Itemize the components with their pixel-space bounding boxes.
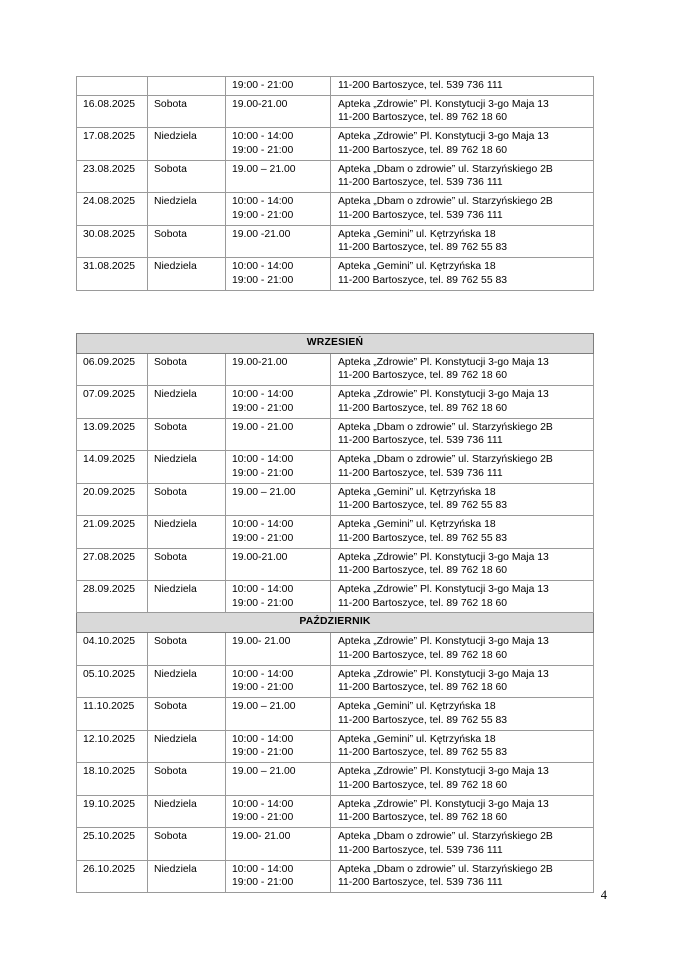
cell-time-line-1: 10:00 - 14:00 bbox=[232, 733, 294, 745]
cell-address bbox=[331, 548, 594, 580]
cell-address-line-2: 11-200 Bartoszyce, tel. 89 762 55 83 bbox=[338, 274, 508, 286]
cell-address bbox=[331, 160, 594, 192]
cell-date bbox=[77, 665, 148, 697]
cell-time bbox=[226, 730, 331, 762]
cell-date-line-1: 27.08.2025 bbox=[83, 551, 136, 563]
table-row bbox=[77, 418, 594, 450]
cell-day bbox=[148, 353, 226, 385]
cell-day-line-1: Niedziela bbox=[154, 584, 197, 596]
cell-date-line-1: 18.10.2025 bbox=[83, 766, 136, 778]
cell-address bbox=[331, 95, 594, 127]
cell-day bbox=[148, 516, 226, 548]
cell-day bbox=[148, 483, 226, 515]
cell-address bbox=[331, 386, 594, 418]
cell-time-line-2: 19:00 - 21:00 bbox=[232, 209, 294, 221]
cell-day-line-1: Niedziela bbox=[154, 863, 197, 875]
cell-time-line-2: 19:00 - 21:00 bbox=[232, 597, 294, 609]
cell-day bbox=[148, 698, 226, 730]
cell-address bbox=[331, 730, 594, 762]
cell-time-line-2: 19:00 - 21:00 bbox=[232, 812, 294, 824]
cell-address-line-2: 11-200 Bartoszyce, tel. 89 762 18 60 bbox=[338, 402, 508, 414]
cell-date bbox=[77, 633, 148, 665]
cell-time-line-1: 19.00- 21.00 bbox=[232, 831, 291, 843]
cell-time-line-1: 19.00 – 21.00 bbox=[232, 486, 296, 498]
cell-address bbox=[331, 828, 594, 860]
cell-address-line-1: Apteka „Gemini” ul. Kętrzyńska 18 bbox=[338, 701, 496, 713]
cell-date bbox=[77, 418, 148, 450]
cell-day bbox=[148, 763, 226, 795]
cell-day-line-1: Niedziela bbox=[154, 798, 197, 810]
cell-time-line-1: 10:00 - 14:00 bbox=[232, 863, 294, 875]
cell-address-line-2: 11-200 Bartoszyce, tel. 89 762 55 83 bbox=[338, 714, 508, 726]
cell-time bbox=[226, 633, 331, 665]
cell-address-line-1: Apteka „Zdrowie” Pl. Konstytucji 3-go Maja 13 bbox=[338, 584, 549, 596]
cell-date bbox=[77, 516, 148, 548]
cell-address bbox=[331, 665, 594, 697]
cell-date-line-1: 31.08.2025 bbox=[83, 261, 136, 273]
cell-address-line-1: Apteka „Dbam o zdrowie” ul. Starzyńskiego 2B bbox=[338, 163, 553, 175]
cell-address-line-1: Apteka „Gemini” ul. Kętrzyńska 18 bbox=[338, 519, 496, 531]
cell-day bbox=[148, 225, 226, 257]
cell-time bbox=[226, 451, 331, 483]
cell-address-line-2: 11-200 Bartoszyce, tel. 89 762 55 83 bbox=[338, 532, 508, 544]
cell-date bbox=[77, 698, 148, 730]
cell-time bbox=[226, 483, 331, 515]
cell-date-line-1: 21.09.2025 bbox=[83, 519, 136, 531]
cell-day bbox=[148, 581, 226, 613]
cell-address-line-2: 11-200 Bartoszyce, tel. 539 736 111 bbox=[338, 467, 503, 479]
cell-address-line-1: Apteka „Zdrowie” Pl. Konstytucji 3-go Maja 13 bbox=[338, 389, 549, 401]
cell-address-line-2: 11-200 Bartoszyce, tel. 89 762 55 83 bbox=[338, 500, 508, 512]
cell-date bbox=[77, 763, 148, 795]
cell-address-line-1: Apteka „Zdrowie” Pl. Konstytucji 3-go Maja 13 bbox=[338, 798, 549, 810]
cell-date-line-1: 05.10.2025 bbox=[83, 668, 136, 680]
cell-address-line-2: 11-200 Bartoszyce, tel. 539 736 111 bbox=[338, 177, 503, 189]
cell-time-line-1: 10:00 - 14:00 bbox=[232, 798, 294, 810]
cell-time bbox=[226, 95, 331, 127]
cell-address bbox=[331, 128, 594, 160]
cell-date bbox=[77, 860, 148, 892]
cell-date-line-1: 23.08.2025 bbox=[83, 163, 136, 175]
cell-day bbox=[148, 95, 226, 127]
cell-time bbox=[226, 128, 331, 160]
cell-time-line-1: 10:00 - 14:00 bbox=[232, 668, 294, 680]
cell-date-line-1: 14.09.2025 bbox=[83, 454, 136, 466]
cell-address-line-1: Apteka „Gemini” ul. Kętrzyńska 18 bbox=[338, 486, 496, 498]
cell-day-line-1: Sobota bbox=[154, 636, 187, 648]
table-row bbox=[77, 386, 594, 418]
cell-address bbox=[331, 516, 594, 548]
cell-time-line-2: 19:00 - 21:00 bbox=[232, 402, 294, 414]
cell-time bbox=[226, 386, 331, 418]
cell-time-line-1: 19.00-21.00 bbox=[232, 551, 288, 563]
table-row bbox=[77, 160, 594, 192]
cell-date-line-1: 11.10.2025 bbox=[83, 701, 135, 713]
cell-date-line-1: 24.08.2025 bbox=[83, 196, 136, 208]
cell-day bbox=[148, 548, 226, 580]
cell-day-line-1: Sobota bbox=[154, 228, 187, 240]
cell-address-line-2: 11-200 Bartoszyce, tel. 89 762 18 60 bbox=[338, 779, 508, 791]
cell-date-line-1: 07.09.2025 bbox=[83, 389, 136, 401]
cell-date-line-1: 17.08.2025 bbox=[83, 131, 136, 143]
table-row bbox=[77, 483, 594, 515]
cell-address-line-1: Apteka „Dbam o zdrowie” ul. Starzyńskiego 2B bbox=[338, 196, 553, 208]
cell-date bbox=[77, 193, 148, 225]
cell-date-line-1: 04.10.2025 bbox=[83, 636, 136, 648]
cell-time bbox=[226, 795, 331, 827]
cell-address-line-1: Apteka „Dbam o zdrowie” ul. Starzyńskiego 2B bbox=[338, 831, 553, 843]
cell-day-line-1: Sobota bbox=[154, 766, 187, 778]
cell-date bbox=[77, 581, 148, 613]
cell-address bbox=[331, 225, 594, 257]
cell-day bbox=[148, 193, 226, 225]
table-row bbox=[77, 193, 594, 225]
month-header-row bbox=[77, 613, 594, 633]
cell-day-line-1: Sobota bbox=[154, 356, 187, 368]
cell-date bbox=[77, 828, 148, 860]
cell-day-line-1: Niedziela bbox=[154, 519, 197, 531]
cell-date bbox=[77, 483, 148, 515]
cell-date bbox=[77, 128, 148, 160]
cell-address-line-1: Apteka „Zdrowie” Pl. Konstytucji 3-go Maja 13 bbox=[338, 668, 549, 680]
cell-address-line-2: 11-200 Bartoszyce, tel. 89 762 18 60 bbox=[338, 597, 508, 609]
cell-time bbox=[226, 860, 331, 892]
cell-address-line-2: 11-200 Bartoszyce, tel. 89 762 55 83 bbox=[338, 747, 508, 759]
cell-day bbox=[148, 386, 226, 418]
cell-time-line-1: 19.00 – 21.00 bbox=[232, 766, 296, 778]
cell-time bbox=[226, 77, 331, 96]
month-header-label: PAŹDZIERNIK bbox=[77, 613, 594, 633]
cell-time-line-2: 19:00 - 21:00 bbox=[232, 877, 294, 889]
cell-day bbox=[148, 633, 226, 665]
table-row bbox=[77, 698, 594, 730]
cell-time-line-1: 19.00 -21.00 bbox=[232, 228, 291, 240]
cell-time-line-1: 19.00-21.00 bbox=[232, 98, 288, 110]
table-body-august bbox=[77, 77, 594, 291]
cell-address bbox=[331, 795, 594, 827]
cell-time bbox=[226, 763, 331, 795]
cell-day bbox=[148, 77, 226, 96]
cell-day-line-1: Sobota bbox=[154, 421, 187, 433]
cell-date-line-1: 28.09.2025 bbox=[83, 584, 136, 596]
table-row bbox=[77, 258, 594, 290]
cell-day bbox=[148, 258, 226, 290]
cell-time bbox=[226, 225, 331, 257]
cell-time-line-2: 19:00 - 21:00 bbox=[232, 682, 294, 694]
cell-day bbox=[148, 730, 226, 762]
cell-time-line-2: 19:00 - 21:00 bbox=[232, 467, 294, 479]
cell-address bbox=[331, 353, 594, 385]
month-header-label: WRZESIEŃ bbox=[77, 334, 594, 354]
cell-address-line-2: 11-200 Bartoszyce, tel. 539 736 111 bbox=[338, 435, 503, 447]
cell-address-line-1: Apteka „Dbam o zdrowie” ul. Starzyńskiego 2B bbox=[338, 421, 553, 433]
table-row bbox=[77, 665, 594, 697]
cell-address-line-2: 11-200 Bartoszyce, tel. 89 762 55 83 bbox=[338, 242, 508, 254]
cell-address bbox=[331, 258, 594, 290]
cell-address bbox=[331, 763, 594, 795]
cell-date bbox=[77, 548, 148, 580]
cell-time bbox=[226, 353, 331, 385]
cell-day-line-1: Sobota bbox=[154, 551, 187, 563]
table-row bbox=[77, 548, 594, 580]
cell-date bbox=[77, 730, 148, 762]
cell-address-line-2: 11-200 Bartoszyce, tel. 89 762 18 60 bbox=[338, 682, 508, 694]
cell-date bbox=[77, 77, 148, 96]
cell-day bbox=[148, 860, 226, 892]
cell-address-line-1: Apteka „Zdrowie” Pl. Konstytucji 3-go Maja 13 bbox=[338, 356, 549, 368]
cell-time bbox=[226, 418, 331, 450]
cell-address-line-2: 11-200 Bartoszyce, tel. 539 736 111 bbox=[338, 844, 503, 856]
pharmacy-duty-table-autumn bbox=[76, 333, 594, 893]
cell-address bbox=[331, 698, 594, 730]
cell-address bbox=[331, 860, 594, 892]
cell-address bbox=[331, 483, 594, 515]
cell-time bbox=[226, 665, 331, 697]
cell-address-line-1: Apteka „Gemini” ul. Kętrzyńska 18 bbox=[338, 733, 496, 745]
cell-day bbox=[148, 418, 226, 450]
cell-time-line-1: 10:00 - 14:00 bbox=[232, 519, 294, 531]
cell-time-line-2: 19:00 - 21:00 bbox=[232, 274, 294, 286]
table-row bbox=[77, 95, 594, 127]
cell-date bbox=[77, 451, 148, 483]
cell-address-line-1: Apteka „Gemini” ul. Kętrzyńska 18 bbox=[338, 261, 496, 273]
cell-address-line-1: Apteka „Gemini” ul. Kętrzyńska 18 bbox=[338, 228, 496, 240]
cell-day bbox=[148, 128, 226, 160]
cell-address-line-1: Apteka „Dbam o zdrowie” ul. Starzyńskiego 2B bbox=[338, 863, 553, 875]
cell-date bbox=[77, 386, 148, 418]
cell-day-line-1: Niedziela bbox=[154, 261, 197, 273]
cell-address-line-1: Apteka „Zdrowie” Pl. Konstytucji 3-go Maja 13 bbox=[338, 636, 549, 648]
cell-time-line-1: 10:00 - 14:00 bbox=[232, 389, 294, 401]
cell-time bbox=[226, 258, 331, 290]
page-number: 4 bbox=[600, 888, 607, 902]
cell-address-line-2: 11-200 Bartoszyce, tel. 89 762 18 60 bbox=[338, 144, 508, 156]
cell-address-line-1: Apteka „Zdrowie” Pl. Konstytucji 3-go Maja 13 bbox=[338, 766, 549, 778]
pharmacy-duty-table-august bbox=[76, 76, 594, 291]
cell-time bbox=[226, 828, 331, 860]
cell-date-line-1: 30.08.2025 bbox=[83, 228, 136, 240]
cell-date-line-1: 12.10.2025 bbox=[83, 733, 136, 745]
cell-date bbox=[77, 795, 148, 827]
cell-time-line-2: 19:00 - 21:00 bbox=[232, 532, 294, 544]
cell-time-line-1: 10:00 - 14:00 bbox=[232, 261, 294, 273]
table-row bbox=[77, 128, 594, 160]
cell-time-line-1: 19:00 - 21:00 bbox=[232, 80, 294, 91]
cell-address-line-2: 11-200 Bartoszyce, tel. 89 762 18 60 bbox=[338, 812, 508, 824]
cell-time bbox=[226, 548, 331, 580]
table-row bbox=[77, 828, 594, 860]
cell-time-line-1: 10:00 - 14:00 bbox=[232, 131, 294, 143]
cell-time-line-1: 19.00 – 21.00 bbox=[232, 701, 296, 713]
cell-address-line-2: 11-200 Bartoszyce, tel. 89 762 18 60 bbox=[338, 565, 508, 577]
table-row bbox=[77, 730, 594, 762]
cell-day bbox=[148, 828, 226, 860]
cell-date bbox=[77, 225, 148, 257]
cell-address bbox=[331, 418, 594, 450]
cell-address-line-1: 11-200 Bartoszyce, tel. 539 736 111 bbox=[338, 80, 503, 91]
cell-day bbox=[148, 160, 226, 192]
cell-date-line-1: 06.09.2025 bbox=[83, 356, 136, 368]
cell-date-line-1: 13.09.2025 bbox=[83, 421, 136, 433]
cell-address-line-2: 11-200 Bartoszyce, tel. 89 762 18 60 bbox=[338, 649, 508, 661]
cell-time bbox=[226, 193, 331, 225]
table-row bbox=[77, 763, 594, 795]
cell-day-line-1: Niedziela bbox=[154, 733, 197, 745]
cell-time-line-1: 19.00-21.00 bbox=[232, 356, 288, 368]
cell-time bbox=[226, 698, 331, 730]
cell-date-line-1: 25.10.2025 bbox=[83, 831, 136, 843]
table-row bbox=[77, 581, 594, 613]
cell-address-line-1: Apteka „Dbam o zdrowie” ul. Starzyńskiego 2B bbox=[338, 454, 553, 466]
table-row bbox=[77, 353, 594, 385]
table-row bbox=[77, 516, 594, 548]
cell-day-line-1: Sobota bbox=[154, 701, 187, 713]
cell-time bbox=[226, 516, 331, 548]
table-row bbox=[77, 633, 594, 665]
cell-date bbox=[77, 95, 148, 127]
cell-address-line-2: 11-200 Bartoszyce, tel. 89 762 18 60 bbox=[338, 112, 508, 124]
cell-day-line-1: Niedziela bbox=[154, 389, 197, 401]
cell-day-line-1: Sobota bbox=[154, 163, 187, 175]
cell-day-line-1: Niedziela bbox=[154, 196, 197, 208]
cell-date-line-1: 20.09.2025 bbox=[83, 486, 136, 498]
cell-address-line-1: Apteka „Zdrowie” Pl. Konstytucji 3-go Maja 13 bbox=[338, 98, 549, 110]
cell-time-line-2: 19:00 - 21:00 bbox=[232, 144, 294, 156]
cell-day-line-1: Sobota bbox=[154, 486, 187, 498]
cell-day-line-1: Niedziela bbox=[154, 668, 197, 680]
cell-time-line-1: 10:00 - 14:00 bbox=[232, 584, 294, 596]
table-body-autumn bbox=[77, 334, 594, 893]
cell-time-line-2: 19:00 - 21:00 bbox=[232, 747, 294, 759]
table-row bbox=[77, 860, 594, 892]
cell-time bbox=[226, 581, 331, 613]
cell-address-line-2: 11-200 Bartoszyce, tel. 539 736 111 bbox=[338, 209, 503, 221]
cell-address bbox=[331, 193, 594, 225]
cell-day bbox=[148, 451, 226, 483]
cell-time-line-1: 10:00 - 14:00 bbox=[232, 196, 294, 208]
cell-date bbox=[77, 353, 148, 385]
cell-address-line-2: 11-200 Bartoszyce, tel. 89 762 18 60 bbox=[338, 370, 508, 382]
cell-time-line-1: 19.00- 21.00 bbox=[232, 636, 291, 648]
cell-date bbox=[77, 160, 148, 192]
cell-date bbox=[77, 258, 148, 290]
table-row bbox=[77, 451, 594, 483]
cell-address-line-1: Apteka „Zdrowie” Pl. Konstytucji 3-go Maja 13 bbox=[338, 551, 549, 563]
month-header-row bbox=[77, 334, 594, 354]
table-row bbox=[77, 77, 594, 96]
cell-address bbox=[331, 581, 594, 613]
cell-address-line-1: Apteka „Zdrowie” Pl. Konstytucji 3-go Maja 13 bbox=[338, 131, 549, 143]
cell-time-line-1: 19.00 - 21.00 bbox=[232, 421, 294, 433]
cell-address-line-2: 11-200 Bartoszyce, tel. 539 736 111 bbox=[338, 877, 503, 889]
cell-time bbox=[226, 160, 331, 192]
cell-day-line-1: Niedziela bbox=[154, 454, 197, 466]
cell-date-line-1: 16.08.2025 bbox=[83, 98, 136, 110]
cell-time-line-1: 10:00 - 14:00 bbox=[232, 454, 294, 466]
cell-day-line-1: Niedziela bbox=[154, 131, 197, 143]
cell-address bbox=[331, 451, 594, 483]
cell-date-line-1: 19.10.2025 bbox=[83, 798, 136, 810]
cell-address bbox=[331, 633, 594, 665]
table-row bbox=[77, 795, 594, 827]
cell-day-line-1: Sobota bbox=[154, 831, 187, 843]
cell-address bbox=[331, 77, 594, 96]
cell-day bbox=[148, 665, 226, 697]
cell-time-line-1: 19.00 – 21.00 bbox=[232, 163, 296, 175]
cell-date-line-1: 26.10.2025 bbox=[83, 863, 136, 875]
cell-day bbox=[148, 795, 226, 827]
table-row bbox=[77, 225, 594, 257]
cell-day-line-1: Sobota bbox=[154, 98, 187, 110]
